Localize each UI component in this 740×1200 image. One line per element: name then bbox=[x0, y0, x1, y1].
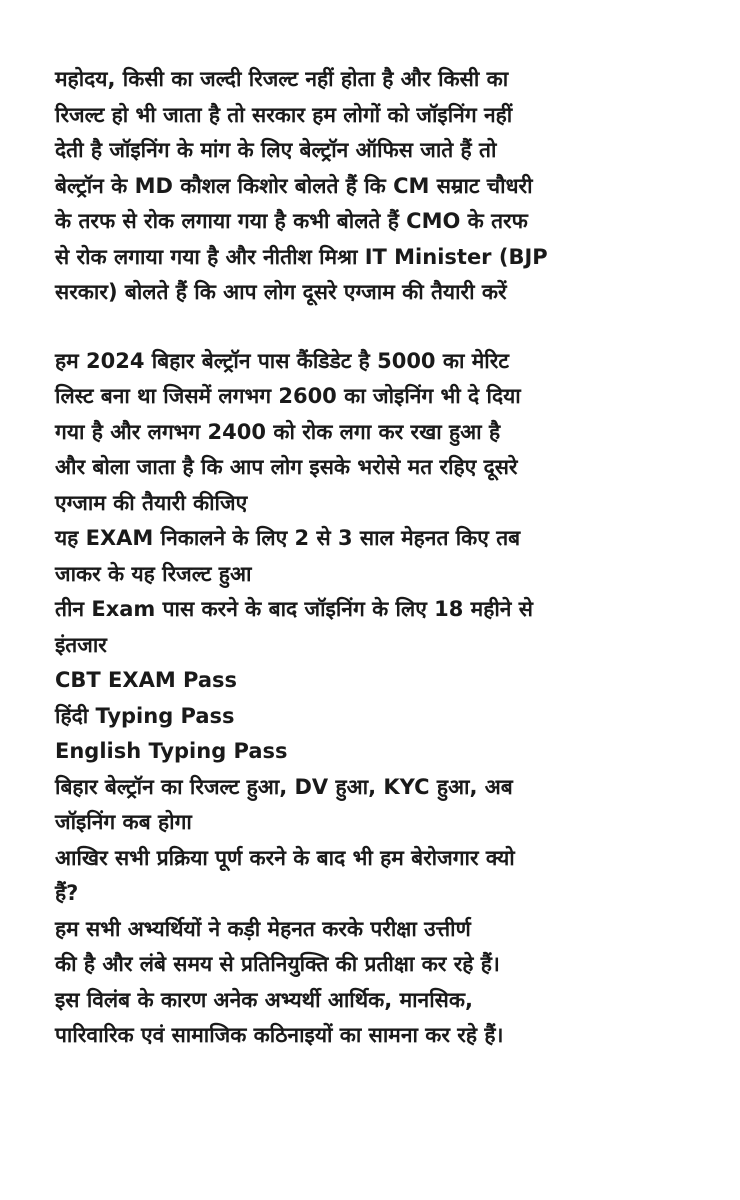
text-line: देती है जॉइनिंग के मांग के लिए बेल्ट्रॉन ऑफिस जाते हैं तो bbox=[55, 138, 497, 162]
text-line: यह EXAM निकालने के लिए 2 से 3 साल मेहनत किए तब bbox=[55, 526, 521, 550]
text-line: की है और लंबे समय से प्रतिनियुक्ति की प्रतीक्षा कर रहे हैं। bbox=[55, 952, 500, 976]
text-line: रिजल्ट हो भी जाता है तो सरकार हम लोगों को जॉइनिंग नहीं bbox=[55, 102, 513, 127]
text-line: सरकार) बोलते हैं कि आप लोग दूसरे एग्जाम की तैयारी करें bbox=[55, 280, 507, 304]
text-line: पारिवारिक एवं सामाजिक कठिनाइयों का सामना कर रहे हैं। bbox=[55, 1023, 504, 1047]
text-line: तीन Exam पास करने के बाद जॉइनिंग के लिए 18 महीने से bbox=[55, 597, 533, 621]
text-line: हम सभी अभ्यर्थियों ने कड़ी मेहनत करके परीक्षा उत्तीर्ण bbox=[55, 916, 471, 941]
text-line: से रोक लगाया गया है और नीतीश मिश्रा IT Minister (BJP bbox=[55, 244, 548, 269]
text-line: एग्जाम की तैयारी कीजिए bbox=[55, 490, 248, 515]
text-line: इस विलंब के कारण अनेक अभ्यर्थी आर्थिक, मानसिक, bbox=[55, 987, 473, 1012]
text-line: और बोला जाता है कि आप लोग इसके भरोसे मत रहिए दूसरे bbox=[55, 455, 518, 479]
text-line: लिस्ट बना था जिसमें लगभग 2600 का जोइनिंग भी दे दिया bbox=[55, 384, 521, 408]
text-line: हैं? bbox=[55, 881, 79, 905]
text-line: हिंदी Typing Pass bbox=[55, 703, 235, 728]
text-line: हम 2024 बिहार बेल्ट्रॉन पास कैंडिडेट है 5000 का मेरिट bbox=[55, 348, 509, 373]
paragraph-gap bbox=[55, 311, 705, 344]
text-line: के तरफ से रोक लगाया गया है कभी बोलते हैं CMO के तरफ bbox=[55, 209, 528, 233]
text-line: गया है और लगभग 2400 को रोक लगा कर रखा हुआ है bbox=[55, 419, 501, 444]
text-line: जॉइनिंग कब होगा bbox=[55, 810, 192, 834]
text-line: इंतजार bbox=[55, 632, 107, 657]
text-line: महोदय, किसी का जल्दी रिजल्ट नहीं होता है और किसी का bbox=[55, 67, 509, 91]
text-line: बिहार बेल्ट्रॉन का रिजल्ट हुआ, DV हुआ, KYC हुआ, अब bbox=[55, 774, 513, 799]
text-line: जाकर के यह रिजल्ट हुआ bbox=[55, 561, 252, 586]
document-text bbox=[55, 62, 705, 1054]
text-line: बेल्ट्रॉन के MD कौशल किशोर बोलते हैं कि CM सम्राट चौधरी bbox=[55, 173, 533, 198]
text-line: English Typing Pass bbox=[55, 739, 288, 763]
text-line: CBT EXAM Pass bbox=[55, 668, 238, 692]
text-line: आखिर सभी प्रक्रिया पूर्ण करने के बाद भी हम बेरोजगार क्यो bbox=[55, 845, 515, 870]
